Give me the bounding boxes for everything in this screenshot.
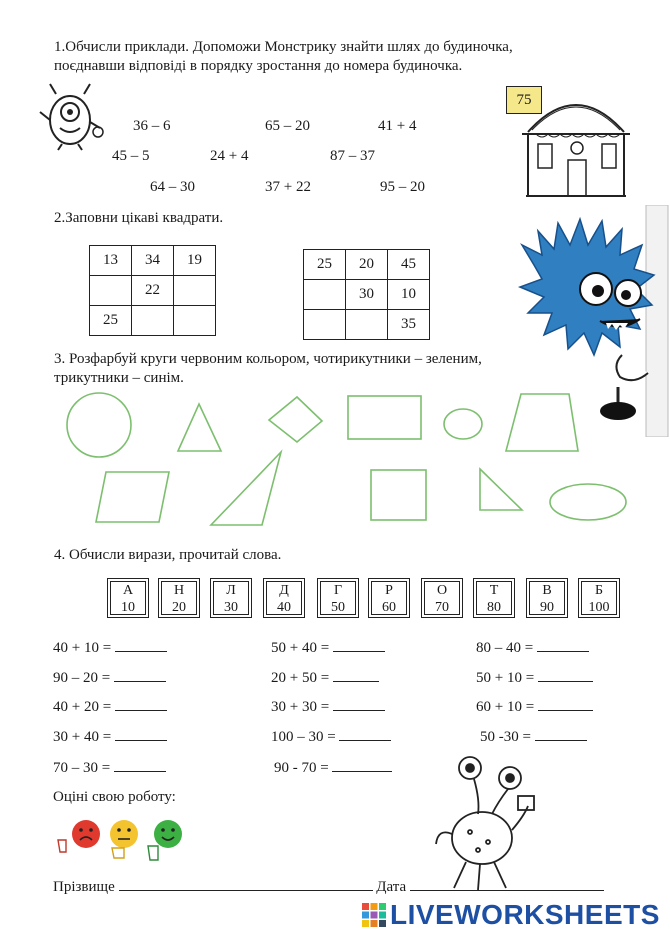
task3-line2: трикутники – синім. <box>54 370 184 386</box>
expression: 60 + 10 = <box>476 699 535 715</box>
letter-card-v <box>526 578 568 618</box>
circle-shape[interactable] <box>67 393 131 457</box>
answer-blank[interactable] <box>115 696 167 711</box>
expression: 90 - 70 = <box>274 760 329 776</box>
line-monster-icon <box>432 752 542 892</box>
oval-shape[interactable] <box>444 409 482 439</box>
letter-card-o <box>421 578 463 618</box>
date-field[interactable] <box>410 876 604 891</box>
rating-faces <box>52 818 192 866</box>
answer-blank[interactable] <box>114 757 166 772</box>
example-2: 65 – 20 <box>265 118 310 134</box>
letter-card-r <box>368 578 410 618</box>
magic-square-1 <box>89 245 216 336</box>
letter: Р <box>385 583 393 598</box>
expression: 40 + 10 = <box>53 640 112 656</box>
example-5: 24 + 4 <box>210 148 249 164</box>
example-1: 36 – 6 <box>133 118 171 134</box>
rectangle-shape[interactable] <box>348 396 421 439</box>
square2-input[interactable] <box>346 310 388 340</box>
expression: 90 – 20 = <box>53 670 111 686</box>
square1-cell: 22 <box>132 276 174 306</box>
small-triangle-shape[interactable] <box>480 469 522 510</box>
monster-magnifier-icon <box>38 82 104 152</box>
expression-row <box>476 667 593 687</box>
brand-logo <box>362 898 662 932</box>
letter-value: 10 <box>121 600 135 615</box>
square2-cell: 30 <box>346 280 388 310</box>
expression-row <box>271 726 391 746</box>
square2-cell: 45 <box>388 250 430 280</box>
expression: 50 + 10 = <box>476 670 535 686</box>
expression: 30 + 30 = <box>271 699 330 715</box>
letter: Г <box>333 583 343 598</box>
expression-row <box>476 637 589 657</box>
square1-input[interactable] <box>174 276 216 306</box>
expression-row <box>53 667 166 687</box>
expression-row <box>271 667 379 687</box>
task1-line2: поєднавши відповіді в порядку зростання до номера будиночка. <box>54 58 463 74</box>
expression: 40 + 20 = <box>53 699 112 715</box>
square2-cell: 25 <box>304 250 346 280</box>
letter-value: 80 <box>487 600 501 615</box>
answer-blank[interactable] <box>538 696 593 711</box>
task2-title: 2.Заповни цікаві квадрати. <box>54 210 224 226</box>
brand-grid-icon <box>362 903 386 927</box>
square1-cell: 25 <box>90 306 132 336</box>
task4-title: 4. Обчисли вирази, прочитай слова. <box>54 547 282 563</box>
brand-text: LIVEWORKSHEETS <box>390 899 660 930</box>
shapes-area <box>0 385 640 535</box>
square2-input[interactable] <box>304 310 346 340</box>
task1-line1: 1.Обчисли приклади. Допоможи Монстрику знайти шлях до будиночка, <box>54 39 513 55</box>
answer-blank[interactable] <box>535 726 587 741</box>
trapezoid-shape[interactable] <box>506 394 578 451</box>
example-3: 41 + 4 <box>378 118 417 134</box>
right-triangle-shape[interactable] <box>211 452 281 525</box>
letter-value: 30 <box>224 600 238 615</box>
sad-face-icon[interactable] <box>58 820 100 852</box>
house-number: 75 <box>516 92 532 108</box>
letter-value: 50 <box>331 600 345 615</box>
expression-row <box>271 696 385 716</box>
expression-row <box>480 726 587 746</box>
ellipse-shape[interactable] <box>550 484 626 520</box>
answer-blank[interactable] <box>333 696 385 711</box>
square1-cell: 34 <box>132 246 174 276</box>
square1-input[interactable] <box>132 306 174 336</box>
letter-value: 20 <box>172 600 186 615</box>
date-label: Дата <box>376 879 407 895</box>
letter: Н <box>173 583 185 598</box>
expression: 50 + 40 = <box>271 640 330 656</box>
letter: В <box>542 583 552 598</box>
rhombus-shape[interactable] <box>269 397 322 442</box>
answer-blank[interactable] <box>115 726 167 741</box>
answer-blank[interactable] <box>115 637 167 652</box>
rate-label: Оціні свою роботу: <box>53 789 176 805</box>
expression: 50 -30 = <box>480 729 531 745</box>
example-9: 95 – 20 <box>380 179 425 195</box>
answer-blank[interactable] <box>333 667 379 682</box>
letter-card-t <box>473 578 515 618</box>
letter: Б <box>594 583 604 598</box>
parallelogram-shape[interactable] <box>96 472 169 522</box>
expression: 70 – 30 = <box>53 760 111 776</box>
letter-card-b <box>578 578 620 618</box>
house-icon <box>516 82 636 204</box>
letter: Д <box>279 583 289 598</box>
answer-blank[interactable] <box>332 757 392 772</box>
expression: 80 – 40 = <box>476 640 534 656</box>
letter-value: 40 <box>277 600 291 615</box>
expression-row <box>53 726 167 746</box>
square2-cell: 10 <box>388 280 430 310</box>
expression: 20 + 50 = <box>271 670 330 686</box>
surname-field[interactable] <box>119 876 373 891</box>
task3-line1: 3. Розфарбуй круги червоним кольором, чотирикутники – зеленим, <box>54 351 482 367</box>
square1-cell: 13 <box>90 246 132 276</box>
letter-value: 100 <box>588 600 610 615</box>
letter: Т <box>489 583 499 598</box>
letter-value: 90 <box>540 600 554 615</box>
happy-face-icon[interactable] <box>148 820 182 860</box>
letter-card-n <box>158 578 200 618</box>
answer-blank[interactable] <box>114 667 166 682</box>
letter-value: 60 <box>382 600 396 615</box>
expression-row <box>53 637 167 657</box>
answer-blank[interactable] <box>538 667 593 682</box>
expression-row <box>274 757 392 777</box>
expression-row <box>271 637 385 657</box>
triangle-shape[interactable] <box>178 404 221 451</box>
square1-cell: 19 <box>174 246 216 276</box>
surname-label: Прізвище <box>53 879 115 895</box>
square-shape[interactable] <box>371 470 426 520</box>
letter: А <box>122 583 134 598</box>
square2-cell: 35 <box>388 310 430 340</box>
letter: О <box>436 583 448 598</box>
example-4: 45 – 5 <box>112 148 150 164</box>
square2-input[interactable] <box>304 280 346 310</box>
letter-card-d <box>263 578 305 618</box>
letter-card-l <box>210 578 252 618</box>
expression: 100 – 30 = <box>271 729 336 745</box>
letter-card-h <box>317 578 359 618</box>
example-7: 64 – 30 <box>150 179 195 195</box>
neutral-face-icon[interactable] <box>110 820 138 858</box>
square1-input[interactable] <box>174 306 216 336</box>
letter-card-a <box>107 578 149 618</box>
answer-blank[interactable] <box>537 637 589 652</box>
square1-input[interactable] <box>90 276 132 306</box>
expression: 30 + 40 = <box>53 729 112 745</box>
expression-row <box>476 696 593 716</box>
answer-blank[interactable] <box>339 726 391 741</box>
expression-row <box>53 696 167 716</box>
example-8: 37 + 22 <box>265 179 311 195</box>
expression-row <box>53 757 166 777</box>
answer-blank[interactable] <box>333 637 385 652</box>
letter: Л <box>226 583 236 598</box>
example-6: 87 – 37 <box>330 148 375 164</box>
square2-cell: 20 <box>346 250 388 280</box>
surname-row <box>53 876 604 896</box>
magic-square-2 <box>303 249 430 340</box>
letter-value: 70 <box>435 600 449 615</box>
